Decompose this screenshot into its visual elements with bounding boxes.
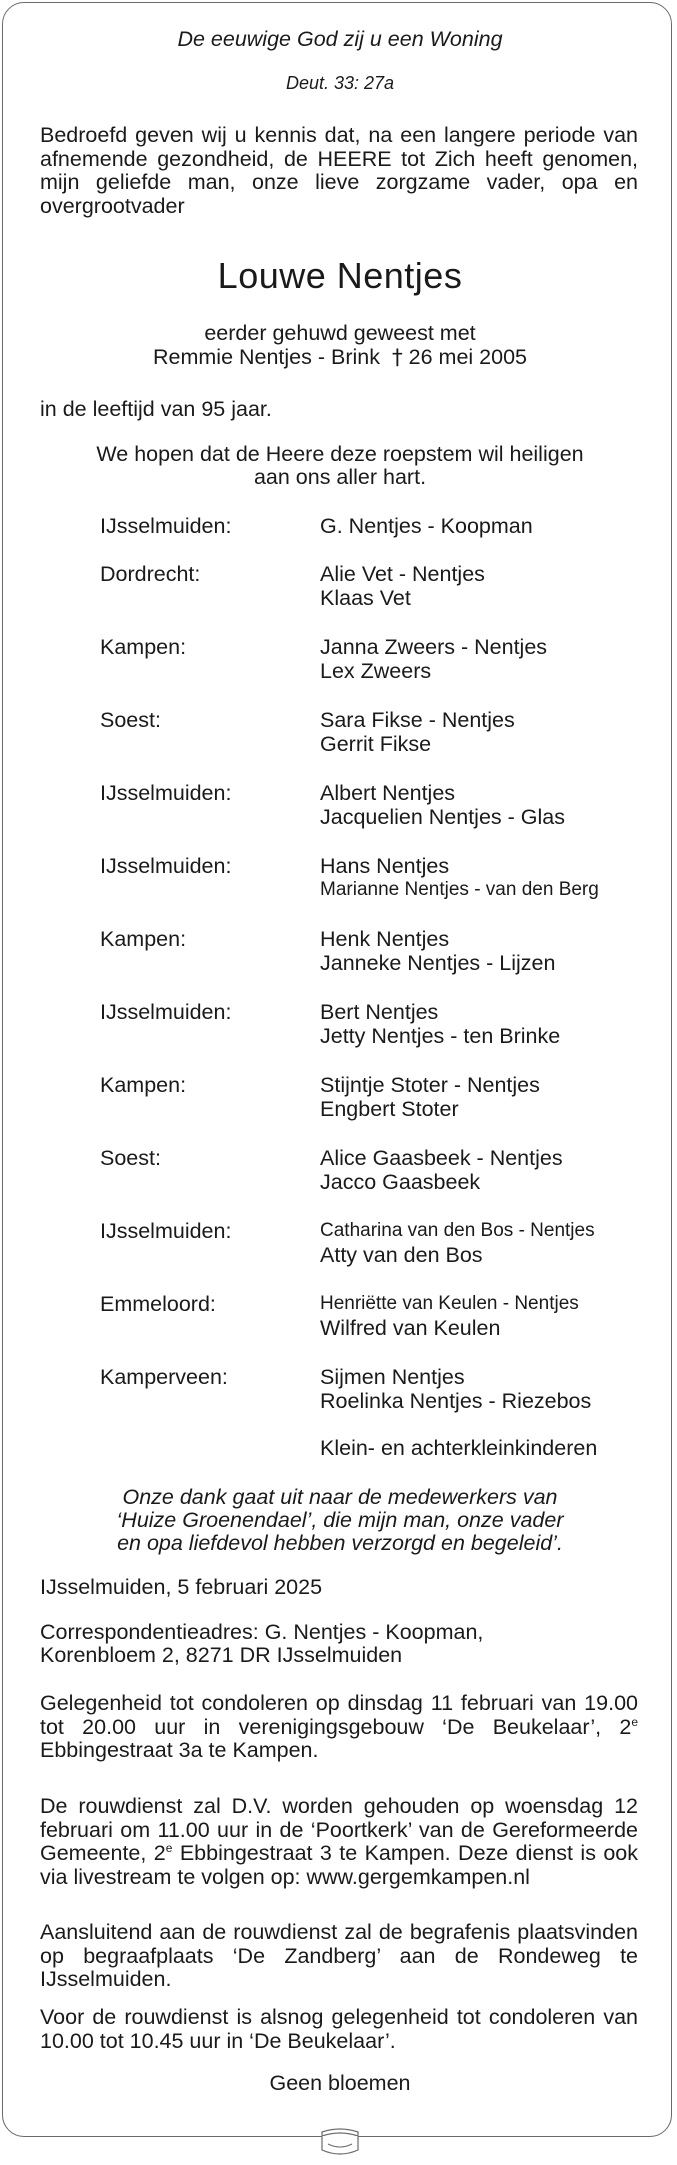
family-entry [0, 1292, 677, 1348]
family-member: Albert Nentjes [320, 781, 456, 805]
family-member: Marianne Nentjes - van den Berg [320, 879, 599, 900]
family-member: Henriëtte van Keulen - Nentjes [320, 1293, 579, 1314]
family-member: G. Nentjes - Koopman [320, 514, 533, 538]
family-names [320, 781, 565, 829]
family-member: Bert Nentjes [320, 1000, 439, 1024]
place-date: IJsselmuiden, 5 februari 2025 [40, 1575, 323, 1599]
family-member: Alie Vet - Nentjes [320, 562, 485, 586]
family-names [320, 1146, 563, 1194]
thanks-line-3: en opa liefdevol hebben verzorgd en begeleid’. [117, 1531, 563, 1555]
spouse-date: 26 mei 2005 [408, 345, 528, 369]
spouse-line-2 [40, 346, 640, 370]
family-names [320, 562, 485, 610]
family-place: IJsselmuiden: [100, 1219, 232, 1243]
family-names [320, 1292, 579, 1340]
family-member: Gerrit Fikse [320, 732, 432, 756]
family-place: IJsselmuiden: [100, 854, 232, 878]
family-member: Jacquelien Nentjes - Glas [320, 805, 565, 829]
burial-text: Aansluitend aan de rouwdienst zal de begrafenis plaatsvinden op begraafplaats ‘De Zandberg’ aan de Rondeweg te IJsselmuiden. [40, 1920, 638, 1991]
family-entry [0, 1146, 677, 1202]
family-place: Emmeloord: [100, 1292, 216, 1316]
family-names [320, 854, 599, 902]
correspondence-line-1: Correspondentieadres: G. Nentjes - Koopman, [40, 1620, 484, 1644]
family-place: Kampen: [100, 635, 187, 659]
no-flowers: Geen bloemen [269, 2071, 411, 2095]
grandchildren-row [0, 1436, 677, 1492]
family-names [320, 1365, 591, 1413]
service-text: De rouwdienst zal D.V. worden gehouden op woensdag 12 februari om 11.00 uur in de ‘Poortkerk’ van de Gereformeerde Gemeente, 2e Ebbingestraat 3 te Kampen. Deze dienst is ook via livestream te volgen op: www.gergemkampen.nl [40, 1794, 639, 1889]
family-entry [0, 1000, 677, 1056]
hope-line-1: We hopen dat de Heere deze roepstem wil heiligen [96, 442, 584, 466]
correspondence-line-2: Korenbloem 2, 8271 DR IJsselmuiden [40, 1643, 403, 1667]
family-entry [0, 1073, 677, 1129]
family-place: IJsselmuiden: [100, 781, 232, 805]
ribbon-icon [318, 2124, 362, 2160]
family-names [320, 514, 533, 538]
grandchildren: Klein- en achterkleinkinderen [320, 1436, 598, 1460]
family-member: Lex Zweers [320, 659, 432, 683]
family-entry [0, 635, 677, 691]
thanks-line-1: Onze dank gaat uit naar de medewerkers van [122, 1485, 558, 1509]
family-names [320, 1219, 595, 1267]
family-member: Alice Gaasbeek - Nentjes [320, 1146, 563, 1170]
family-place: Kampen: [100, 927, 187, 951]
thanks-line-2: ‘Huize Groenendael’, die mijn man, onze vader [116, 1508, 564, 1532]
motto: De eeuwige God zij u een Woning [177, 27, 503, 51]
family-place: Soest: [100, 708, 161, 732]
family-member: Sara Fikse - Nentjes [320, 708, 515, 732]
family-place: Kampen: [100, 1073, 187, 1097]
family-member: Catharina van den Bos - Nentjes [320, 1220, 595, 1241]
family-names [320, 635, 547, 683]
age-line: in de leeftijd van 95 jaar. [40, 397, 272, 421]
family-place: Dordrecht: [100, 562, 201, 586]
family-entry [0, 562, 677, 618]
extra-condolence-text: Voor de rouwdienst is alsnog gelegenheid tot condoleren van 10.00 tot 10.45 uur in ‘De Beukelaar’. [40, 2005, 638, 2053]
family-member: Stijntje Stoter - Nentjes [320, 1073, 540, 1097]
hope-line-2: aan ons aller hart. [253, 465, 427, 489]
intro-text: Bedroefd geven wij u kennis dat, na een langere periode van afnemende gezondheid, de HEERE tot Zich heeft genomen, mijn geliefde man, onze lieve zorgzame vader, opa en overgrootvader [40, 123, 638, 218]
family-names [320, 927, 555, 975]
family-place: Kamperveen: [100, 1365, 228, 1389]
condolence-text: Gelegenheid tot condoleren op dinsdag 11 februari van 19.00 tot 20.00 uur in verenigingsgebouw ‘De Beukelaar’, 2e Ebbingestraat 3a te Kampen. [40, 1691, 638, 1762]
family-entry [0, 927, 677, 983]
deceased-name: Louwe Nentjes [217, 255, 463, 296]
family-member: Klaas Vet [320, 586, 411, 610]
family-names [320, 1073, 540, 1121]
family-member: Atty van den Bos [320, 1243, 483, 1267]
family-place: Soest: [100, 1146, 161, 1170]
family-entry [0, 1219, 677, 1275]
family-entry [0, 708, 677, 764]
family-member: Wilfred van Keulen [320, 1316, 501, 1340]
family-names [320, 708, 515, 756]
family-member: Jacco Gaasbeek [320, 1170, 481, 1194]
family-names [320, 1000, 560, 1048]
cross-icon: † [391, 345, 403, 370]
family-member: Engbert Stoter [320, 1097, 459, 1121]
family-member: Roelinka Nentjes - Riezebos [320, 1389, 592, 1413]
family-member: Jetty Nentjes - ten Brinke [320, 1024, 561, 1048]
spouse-line-1: eerder gehuwd geweest met [204, 321, 476, 345]
bible-verse: Deut. 33: 27a [285, 73, 395, 93]
spouse-name: Remmie Nentjes - Brink [152, 345, 380, 369]
family-place: IJsselmuiden: [100, 514, 232, 538]
family-member: Sijmen Nentjes [320, 1365, 465, 1389]
family-member: Janneke Nentjes - Lijzen [320, 951, 556, 975]
family-place: IJsselmuiden: [100, 1000, 232, 1024]
family-member: Hans Nentjes [320, 854, 450, 878]
family-member: Henk Nentjes [320, 927, 450, 951]
family-entry [0, 781, 677, 837]
family-entry [0, 1365, 677, 1421]
family-entry [0, 854, 677, 910]
family-member: Janna Zweers - Nentjes [320, 635, 548, 659]
